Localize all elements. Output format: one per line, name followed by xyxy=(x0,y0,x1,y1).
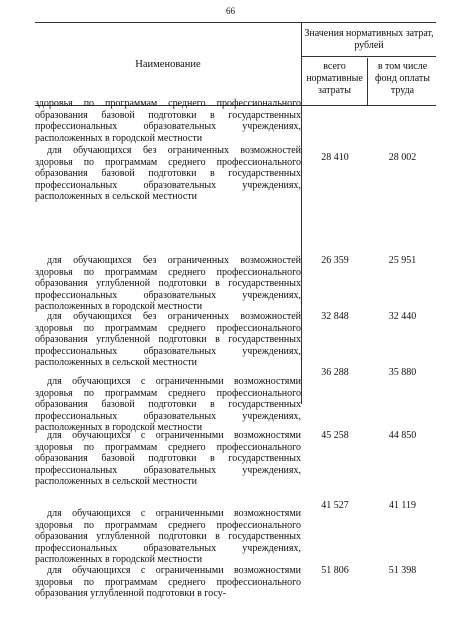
table-row xyxy=(35,311,301,369)
header-group: Значения нормативных затрат, рублей xyxy=(302,23,436,57)
row-payroll: 28 002 xyxy=(388,152,417,163)
page-number: 66 xyxy=(226,6,235,16)
row-total: 36 288 xyxy=(321,367,349,378)
row-text: для обучающихся с ограниченными возможностями здоровья по программам среднего профессионального образования базовой подготовки в государственных профессиональных образовательных учреждениях, расположенных в сельской местности xyxy=(35,430,301,488)
row-text: для обучающихся без ограниченных возможностей здоровья по программам среднего профессионального образования углубленной подготовки в государственных профессиональных образовательных учреждениях, расположенных в городской местности xyxy=(35,255,301,313)
row-payroll: 41 119 xyxy=(388,500,417,511)
row-payroll: 35 880 xyxy=(388,367,417,378)
table-row xyxy=(35,376,301,434)
table-row xyxy=(35,145,301,203)
header-total: всего нормативные затраты xyxy=(302,58,368,105)
row-text: для обучающихся с ограниченными возможностями здоровья по программам среднего профессионального образования углубленной подготовки в госу- xyxy=(35,565,301,600)
column-divider xyxy=(301,104,302,404)
row-total: 45 258 xyxy=(321,430,349,441)
row-total: 51 806 xyxy=(321,565,349,576)
row-total: 28 410 xyxy=(321,152,349,163)
row-payroll: 44 850 xyxy=(388,430,417,441)
row-payroll: 25 951 xyxy=(388,255,417,266)
continuation-text: здоровья по программам среднего профессионального образования базовой подготовки в государственных профессиональных образовательных учреждениях, расположенных в городской местности xyxy=(35,98,301,144)
row-text: для обучающихся без ограниченных возможностей здоровья по программам среднего профессионального образования базовой подготовки в государственных профессиональных образовательных учреждениях, расположенных в сельской местности xyxy=(35,145,301,203)
row-text: для обучающихся с ограниченными возможностями здоровья по программам среднего профессионального образования углубленной подготовки в государственных профессиональных образовательных учреждениях, расположенных в городской местности xyxy=(35,508,301,566)
table-row xyxy=(35,255,301,313)
row-text: для обучающихся без ограниченных возможностей здоровья по программам среднего профессионального образования углубленной подготовки в государственных профессиональных образовательных учреждениях, расположенных в сельской местности xyxy=(35,311,301,369)
row-total: 26 359 xyxy=(321,255,349,266)
table-header xyxy=(35,22,436,106)
row-total: 41 527 xyxy=(321,500,349,511)
header-payroll: в том числе фонд оплаты труда xyxy=(374,61,431,96)
table-row xyxy=(35,508,301,566)
table-row xyxy=(35,430,301,488)
norms-table xyxy=(35,22,436,600)
row-payroll: 32 440 xyxy=(388,311,417,322)
row-total: 32 848 xyxy=(321,311,349,322)
row-text: для обучающихся с ограниченными возможностями здоровья по программам среднего профессионального образования базовой подготовки в государственных профессиональных образовательных учреждениях, расположенных в городской местности xyxy=(35,376,301,434)
header-name: Наименование xyxy=(35,23,302,105)
row-payroll: 51 398 xyxy=(388,565,417,576)
table-row xyxy=(35,565,301,600)
